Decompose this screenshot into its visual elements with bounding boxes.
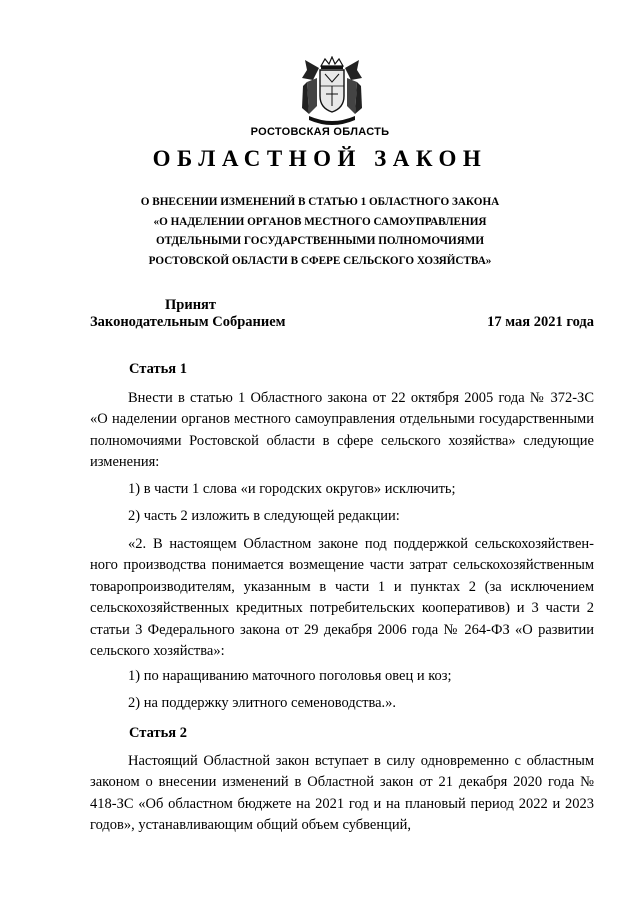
article-1-paragraph: 1) по наращиванию маточного поголовья овец и коз; xyxy=(128,668,452,684)
law-title-line: ОТДЕЛЬНЫМИ ГОСУДАРСТВЕННЫМИ ПОЛНОМОЧИЯМИ xyxy=(155,235,485,247)
document-type: ОБЛАСТНОЙ ЗАКОН xyxy=(152,146,488,171)
article-1-paragraph: 2) часть 2 изложить в следующей редакции: xyxy=(128,508,400,524)
article-2-paragraph: Настоящий Областной закон вступает в силу одновременно с областным законом о внесении изменений в Областной закон от 21 декабря 2020 года № 418-ЗС «Об областном бюджете на 2021 год и на плановый период 2022 и 2023 годов», устанавливающим общий объем субвенций, xyxy=(90,753,594,834)
article-1-paragraph: 2) на поддержку элитного семеноводства.». xyxy=(128,695,397,711)
region-name: РОСТОВСКАЯ ОБЛАСТЬ xyxy=(250,126,390,138)
article-2-heading: Статья 2 xyxy=(129,725,187,741)
rostov-oblast-coat-of-arms-icon xyxy=(299,56,365,128)
adopted-by: Законодательным Собранием xyxy=(90,314,286,330)
article-1-heading: Статья 1 xyxy=(129,361,187,377)
law-title-line: «О НАДЕЛЕНИИ ОРГАНОВ МЕСТНОГО САМОУПРАВЛЕНИЯ xyxy=(153,215,487,228)
article-1-paragraph: Внести в статью 1 Областного закона от 22 октября 2005 года № 372-ЗС «О наделении органов местного самоуправления отдельными государственными полномочиями Ростовской области в сфере сельского хозяйства» следующие изменения: xyxy=(90,390,594,471)
law-title xyxy=(90,193,550,271)
law-title-line: РОСТОВСКОЙ ОБЛАСТИ В СФЕРЕ СЕЛЬСКОГО ХОЗЯЙСТВА» xyxy=(148,254,492,267)
adoption-date: 17 мая 2021 года xyxy=(487,314,594,330)
adopted-label: Принят xyxy=(165,297,217,313)
article-1-paragraph: 1) в части 1 слова «и городских округов» исключить; xyxy=(128,481,456,497)
article-1-paragraph: «2. В настоящем Областном законе под поддержкой сельскохозяйственного производства понимается возмещение части затрат сельскохозяйственным товаропроизводителям, указанным в части 1 и пунктах 2 (за исключением сельскохозяйственных кредитных потребительских кооперативов) и 3 части 2 статьи 3 Федерального закона от 29 декабря 2006 года № 264-ФЗ «О развитии сельского хозяйства»: xyxy=(90,536,594,660)
law-title-line: О ВНЕСЕНИИ ИЗМЕНЕНИЙ В СТАТЬЮ 1 ОБЛАСТНОГО ЗАКОНА xyxy=(140,196,500,208)
